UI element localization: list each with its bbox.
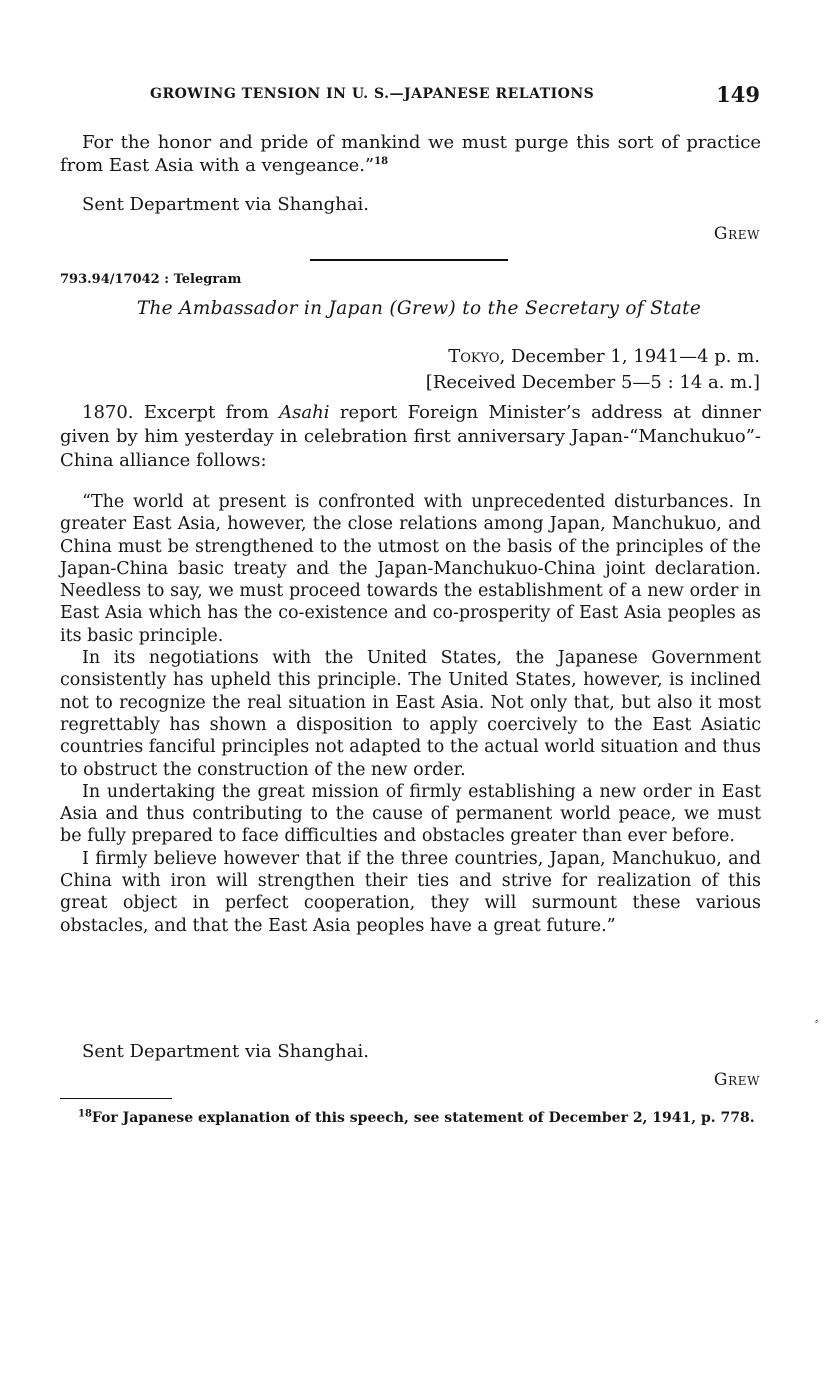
footnote-number: 18 — [78, 1108, 92, 1120]
dateline — [426, 344, 760, 396]
sent-via-line: Sent Department via Shanghai. — [82, 1041, 369, 1062]
dateline-place: Tokyo — [448, 346, 500, 367]
footnote-divider — [60, 1098, 172, 1099]
quoted-address — [60, 491, 761, 937]
footnote — [60, 1109, 761, 1128]
margin-mark: ⸗ — [815, 1016, 819, 1027]
file-reference: 793.94/17042 : Telegram — [60, 272, 242, 287]
footnote-ref: 18 — [374, 156, 389, 167]
quote-paragraph: In undertaking the great mission of firmly establishing a new order in East Asia and thus contributing to the cause of permanent world peace, we must be fully prepared to face difficulties and obstacles greater than ever before. — [60, 781, 761, 847]
continued-text: For the honor and pride of mankind we must purge this sort of practice from East Asia with a vengeance.” — [60, 132, 761, 176]
quote-paragraph: I firmly believe however that if the three countries, Japan, Manchukuo, and China with iron will strengthen their ties and strive for realization of this great object in perfect cooperation, they will surmount these various obstacles, and that the East Asia peoples have a great future.” — [60, 848, 761, 936]
received-line: [Received December 5—5 : 14 a. m.] — [425, 372, 760, 393]
intro-text: report Foreign Minister’s address at dinner given by him yesterday in celebration first anniversary Japan-“Manchukuo”-China alliance follows: — [60, 402, 761, 471]
section-divider — [310, 259, 508, 261]
signature: Grew — [713, 224, 760, 244]
newspaper-name: Asahi — [279, 402, 330, 423]
continued-paragraph — [60, 131, 761, 177]
footnote-text: For Japanese explanation of this speech, see statement of December 2, 1941, p. 778. — [91, 1110, 755, 1126]
dateline-date — [426, 344, 760, 370]
document-title: The Ambassador in Japan (Grew) to the Secretary of State — [136, 298, 702, 319]
signature: Grew — [713, 1070, 760, 1090]
running-head: GROWING TENSION IN U. S.—JAPANESE RELATIONS — [150, 86, 595, 102]
page-number: 149 — [716, 82, 760, 107]
quote-paragraph: In its negotiations with the United States, the Japanese Government consistently has upheld this principle. The United States, however, is inclined not to recognize the real situation in East Asia. Not only that, but also it most regrettably has shown a disposition to apply coercively to the East Asiatic countries fanciful principles not adapted to the actual world situation and thus to obstruct the construction of the new order. — [60, 648, 761, 780]
sent-via-line: Sent Department via Shanghai. — [82, 194, 369, 215]
dateline-time: , December 1, 1941—4 p. m. — [499, 346, 760, 367]
intro-paragraph — [60, 401, 761, 473]
message-number: 1870. Excerpt from — [82, 402, 280, 423]
quote-paragraph: “The world at present is confronted with unprecedented disturbances. In greater East Asia, however, the close relations among Japan, Manchukuo, and China must be strengthened to the utmost on the basis of the principles of the Japan-China basic treaty and the Japan-Manchukuo-China joint declaration. Needless to say, we must proceed towards the establishment of a new order in East Asia which has the co-existence and co-prosperity of East Asia peoples as its basic principle. — [60, 492, 761, 646]
